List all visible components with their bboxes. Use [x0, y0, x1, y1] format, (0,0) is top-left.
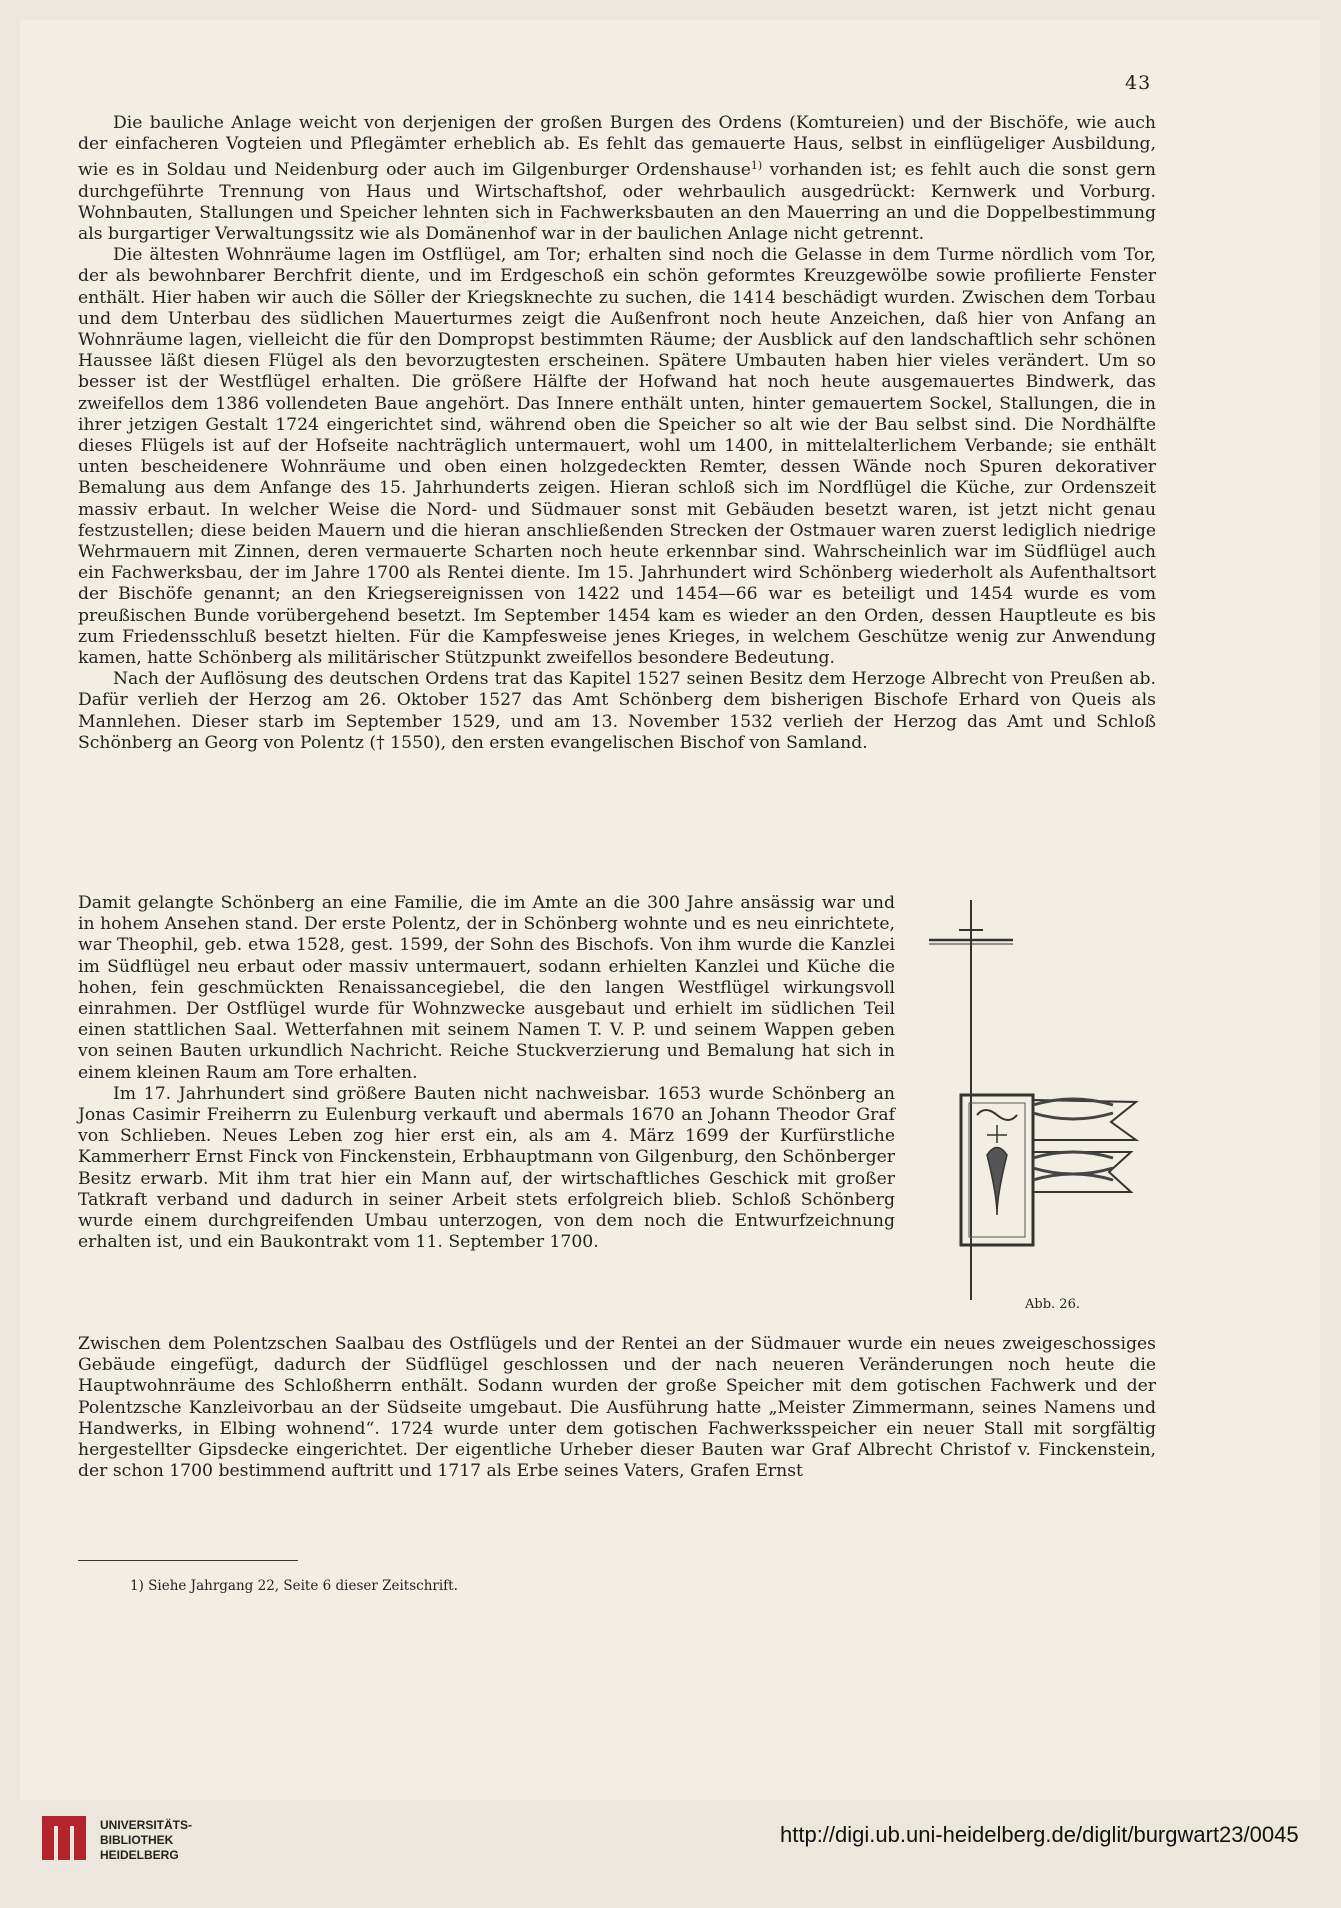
body-text-bottom: [78, 1334, 1156, 1482]
figure-caption: Abb. 26.: [1025, 1297, 1080, 1312]
weathervane-figure: [921, 900, 1141, 1300]
body-text-beside-figure: [78, 893, 895, 1253]
body-text-top: [78, 113, 1156, 754]
paragraph-4b: Zwischen dem Polentzschen Saalbau des Ostflügels und der Rentei an der Südmauer wurde ein neues zweigeschossiges Gebäude eingefügt, dadurch der Südflügel geschlossen und der nach neueren Veränderungen noch heute die Hauptwohnräume des Schloßherrn enthält. Sodann wurden der große Speicher mit dem gotischen Fachwerk und der Polentzsche Kanzleivorbau an der Südseite umgebaut. Die Ausführung hatte „Meister Zimmermann, seines Namens und Handwerks, in Elbing wohnend“. 1724 wurde unter dem gotischen Fachwerksspeicher ein neuer Stall mit sorgfältig hergestellter Gipsdecke eingerichtet. Der eigentliche Urheber dieser Bauten war Graf Albrecht Christof v. Finckenstein, der schon 1700 bestimmend auftritt und 1717 als Erbe seines Vaters, Grafen Ernst: [78, 1334, 1156, 1482]
footnote-rule: [78, 1560, 298, 1561]
paragraph-2: Die ältesten Wohnräume lagen im Ostflügel, am Tor; erhalten sind noch die Gelasse in dem Turme nördlich vom Tor, der als bewohnbarer Berchfrit diente, und im Erdgeschoß ein schön geformtes Kreuzgewölbe sowie profilierte Fenster enthält. Hier haben wir auch die Söller der Kriegsknechte zu suchen, die 1414 beschädigt wurden. Zwischen dem Torbau und dem Unterbau des südlichen Mauerturmes zeigt die Außenfront noch heute Anzeichen, daß hier von Anfang an Wohnräume lagen, vielleicht die für den Dompropst bestimmten Räume; der Ausblick auf den landschaftlich sehr schönen Haussee läßt diesen Flügel als den bevorzugtesten erscheinen. Spätere Umbauten haben hier vieles verändert. Um so besser ist der Westflügel erhalten. Die größere Hälfte der Hofwand hat noch heute ausgemauertes Bindwerk, das zweifellos dem 1386 vollendeten Baue angehört. Das Innere enthält unten, hinter gemauertem Sockel, Stallungen, die in ihrer jetzigen Gestalt 1724 eingerichtet sind, während oben die Speicher so alt wie der Bau selbst sind. Die Nordhälfte dieses Flügels ist auf der Hofseite nachträglich untermauert, wohl um 1400, in mittelalterlichem Verbande; sie enthält unten bescheidenere Wohnräume und oben einen holzgedeckten Remter, dessen Wände noch Spuren dekorativer Bemalung aus dem Anfange des 15. Jahrhunderts zeigen. Hieran schloß sich im Nordflügel die Küche, zur Ordenszeit massiv erbaut. In welcher Weise die Nord- und Südmauer sonst mit Gebäuden besetzt waren, ist jetzt nicht genau festzustellen; diese beiden Mauern und die hieran anschließenden Strecken der Ostmauer waren zuerst lediglich niedrige Wehrmauern mit Zinnen, deren vermauerte Scharten noch heute erkennbar sind. Wahrscheinlich war im Südflügel auch ein Fachwerksbau, der im Jahre 1700 als Rentei diente. Im 15. Jahrhundert wird Schönberg wiederholt als Aufenthaltsort der Bischöfe genannt; an den Kriegsereignissen von 1422 und 1454—66 war es beteiligt und 1454 wurde es vom preußischen Bunde vorübergehend besetzt. Im September 1454 kam es wieder an den Orden, dessen Hauptleute es bis zum Friedensschluß besetzt hielten. Für die Kampfesweise jenes Krieges, in welchem Geschütze wenig zur Anwendung kamen, hatte Schönberg als militärischer Stützpunkt zweifellos besondere Bedeutung.: [78, 245, 1156, 669]
paragraph-1: Die bauliche Anlage weicht von derjenigen der großen Burgen des Ordens (Komtureien) und der Bischöfe, wie auch der einfacheren Vogteien und Pflegämter erheblich ab. Es fehlt das gemauerte Haus, selbst in einflügeliger Ausbildung, wie es in Soldau und Neidenburg oder auch im Gilgenburger Ordenshause$^{1)}$ vorhanden ist; es fehlt auch die sonst gern durchgeführte Trennung von Haus und Wirtschaftshof, oder wehrbaulich ausgedrückt: Kernwerk und Vorburg. Wohnbauten, Stallungen und Speicher lehnten sich in Fachwerksbauten an den Mauerring an und die Doppelbestimmung als burgartiger Verwaltungssitz wie als Domänenhof war in der baulichen Anlage nicht getrennt.: [78, 113, 1156, 245]
footnote: 1) Siehe Jahrgang 22, Seite 6 dieser Zeitschrift.: [130, 1578, 458, 1594]
viewer-footer: [0, 1800, 1341, 1908]
paragraph-3b: Damit gelangte Schönberg an eine Familie, die im Amte an die 300 Jahre ansässig war und in hohem Ansehen stand. Der erste Polentz, der in Schönberg wohnte und es neu einrichtete, war Theophil, geb. etwa 1528, gest. 1599, der Sohn des Bischofs. Von ihm wurde die Kanzlei im Südflügel neu erbaut oder massiv untermauert, sodann erhielten Kanzlei und Küche die hohen, fein geschmückten Renaissancegiebel, die den langen Westflügel wirkungsvoll einrahmen. Der Ostflügel wurde für Wohnzwecke ausgebaut und erhielt im südlichen Teil einen stattlichen Saal. Wetterfahnen mit seinem Namen T. V. P. und seinem Wappen geben von seinen Bauten urkundlich Nachricht. Reiche Stuckverzierung und Bemalung hat sich in einem kleinen Raum am Tore erhalten.: [78, 893, 895, 1083]
library-name: UNIVERSITÄTS- BIBLIOTHEK HEIDELBERG: [100, 1818, 193, 1862]
paragraph-4a: Im 17. Jahrhundert sind größere Bauten nicht nachweisbar. 1653 wurde Schönberg an Jonas Casimir Freiherrn zu Eulenburg verkauft und abermals 1670 an Johann Theodor Graf von Schlieben. Neues Leben zog hier erst ein, als am 4. März 1699 der Kurfürstliche Kammerherr Ernst Finck von Finckenstein, Erbhauptmann von Gilgenburg, den Schönberger Besitz erwarb. Mit ihm trat hier ein Mann auf, der wirtschaftliches Geschick mit großer Tatkraft verband und dadurch in seiner Arbeit stets erfolgreich blieb. Schloß Schönberg wurde einem durchgreifenden Umbau unterzogen, von dem noch die Entwurfzeichnung erhalten ist, und ein Baukontrakt vom 11. September 1700.: [78, 1083, 895, 1253]
page-number: 43: [1125, 72, 1152, 94]
permalink-url[interactable]: http://digi.ub.uni-heidelberg.de/diglit/burgwart23/0045: [780, 1822, 1299, 1847]
paragraph-3a: Nach der Auflösung des deutschen Ordens trat das Kapitel 1527 seinen Besitz dem Herzoge Albrecht von Preußen ab. Dafür verlieh der Herzog am 26. Oktober 1527 das Amt Schönberg dem bisherigen Bischofe Erhard von Queis als Mannlehen. Dieser starb im September 1529, und am 13. November 1532 verlieh der Herzog das Amt und Schloß Schönberg an Georg von Polentz († 1550), den ersten evangelischen Bischof von Samland.: [78, 669, 1156, 753]
university-library-logo-icon: [40, 1812, 92, 1864]
footnote-ref[interactable]: 1): [750, 159, 763, 173]
